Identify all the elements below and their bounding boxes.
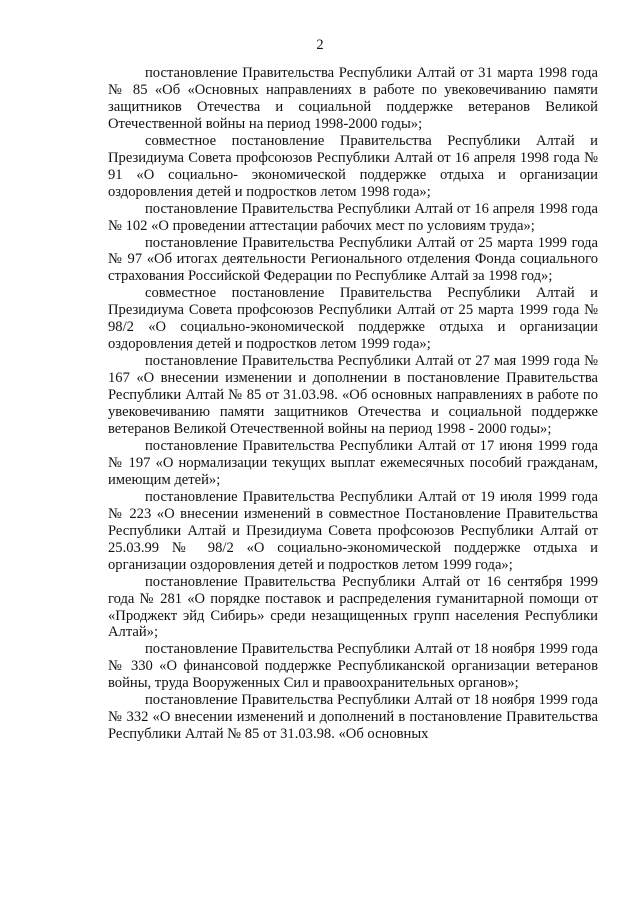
resolution-item: постановление Правительства Республики Алтай от 25 марта 1999 года № 97 «Об итогах деятельности Регионального отделения Фонда социального страхования Российской Федерации по Республике Алтай за 1998 год»; xyxy=(108,234,598,285)
resolution-item: постановление Правительства Республики Алтай от 18 ноября 1999 года № 332 «О внесении изменений и дополнений в постановление Правительства Республики Алтай № 85 от 31.03.98. «Об основных xyxy=(108,692,598,743)
resolution-item: постановление Правительства Республики Алтай от 16 сентября 1999 года № 281 «О порядке поставок и распределения гуманитарной помощи от «Проджект эйд Сибирь» среди незащищенных групп населения Республики Алтай»; xyxy=(108,573,598,641)
resolution-item: постановление Правительства Республики Алтай от 17 июня 1999 года № 197 «О нормализации текущих выплат ежемесячных пособий гражданам, имеющим детей»; xyxy=(108,437,598,488)
resolution-item: постановление Правительства Республики Алтай от 19 июля 1999 года № 223 «О внесении изменений в совместное Постановление Правительства Республики Алтай и Президиума Совета профсоюзов Республики Алтай от 25.03.99 № 98/2 «О социально-экономической поддержке отдыха и организации оздоровления детей и подростков летом 1999 года»; xyxy=(108,488,598,573)
page-number: 2 xyxy=(316,37,324,53)
resolution-item: постановление Правительства Республики Алтай от 16 апреля 1998 года № 102 «О проведении аттестации рабочих мест по условиям труда»; xyxy=(108,200,598,234)
resolution-item: постановление Правительства Республики Алтай от 27 мая 1999 года № 167 «О внесении изменении и дополнении в постановление Правительства Республики Алтай № 85 от 31.03.98. «Об основных направлениях в работе по увековечиванию памяти защитников Отечества и социальной поддержке ветеранов Великой Отечественной войны на период 1998 - 2000 годы»; xyxy=(108,353,598,438)
resolution-item: совместное постановление Правительства Республики Алтай и Президиума Совета профсоюзов Республики Алтай от 25 марта 1999 года № 98/2 «О социально-экономической поддержке отдыха и организации оздоровления детей и подростков летом 1999 года»; xyxy=(108,285,598,353)
resolution-item: совместное постановление Правительства Республики Алтай и Президиума Совета профсоюзов Республики Алтай от 16 апреля 1998 года № 91 «О социально- экономической поддержке отдыха и организации оздоровления детей и подростков летом 1998 года»; xyxy=(108,132,598,200)
resolution-item: постановление Правительства Республики Алтай от 18 ноября 1999 года № 330 «О финансовой поддержке Республиканской организации ветеранов войны, труда Вооруженных Сил и правоохранительных органов»; xyxy=(108,641,598,692)
document-body xyxy=(108,65,598,743)
resolution-item: постановление Правительства Республики Алтай от 31 марта 1998 года № 85 «Об «Основных направлениях в работе по увековечиванию памяти защитников Отечества и социальной поддержке ветеранов Великой Отечественной войны на период 1998-2000 годы»; xyxy=(108,65,598,132)
